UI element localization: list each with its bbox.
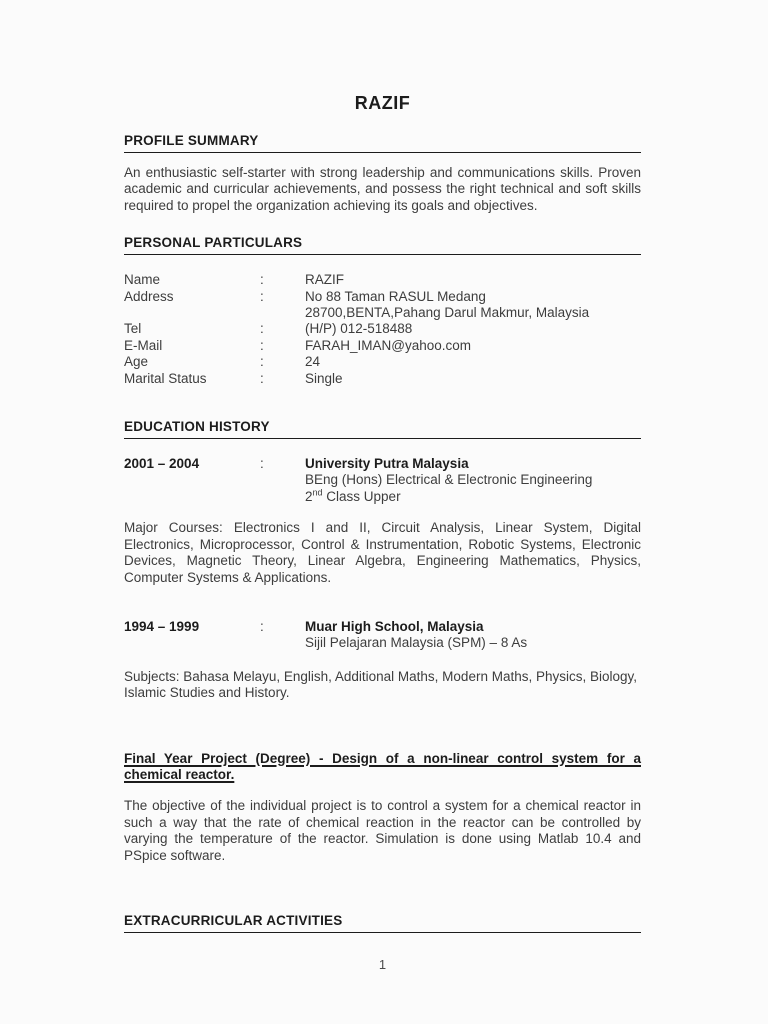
field-separator: :: [260, 370, 264, 386]
field-label: Address: [124, 288, 174, 304]
page-number: 1: [378, 956, 387, 972]
education-entry-university: [124, 456, 641, 505]
final-year-project-heading: Final Year Project (Degree) - Design of a non-linear control system for a chemical reactor.: [124, 750, 641, 782]
field-separator: :: [260, 288, 264, 304]
degree-class-prefix: 2: [305, 488, 313, 504]
field-value: (H/P) 012-518488: [305, 321, 413, 337]
major-courses-text: Major Courses: Electronics I and II, Circuit Analysis, Linear System, Digital Electronics, Microprocessor, Control & Instrumentation, Robotic Systems, Electronic Devices, Magnetic Theory, Linear Algebra, Engineering Mathematics, Physics, Computer Systems & Applications.: [124, 520, 641, 585]
field-label: Age: [124, 354, 149, 370]
subjects-text: Subjects: Bahasa Melayu, English, Additional Maths, Modern Maths, Physics, Biology, Islamic Studies and History.: [124, 668, 638, 701]
certificate-line: Sijil Pelajaran Malaysia (SPM) – 8 As: [305, 635, 528, 651]
extracurricular-activities-heading: EXTRACURRICULAR ACTIVITIES: [124, 913, 641, 933]
particular-row-age: [124, 354, 641, 370]
field-separator: :: [260, 354, 264, 370]
particular-row-address: [124, 289, 641, 322]
field-label: Marital Status: [124, 370, 207, 386]
field-label: Name: [124, 272, 161, 288]
particular-row-email: [124, 338, 641, 354]
address-line-2: 28700,BENTA,Pahang Darul Makmur, Malaysia: [305, 305, 590, 321]
degree-class-rest: Class Upper: [322, 488, 401, 504]
education-detail: [305, 619, 641, 652]
education-period: 2001 – 2004: [124, 456, 200, 472]
page-title: RAZIF: [354, 93, 411, 113]
field-separator: :: [260, 456, 264, 472]
institution-name: Muar High School, Malaysia: [305, 618, 484, 634]
institution-name: University Putra Malaysia: [305, 456, 469, 472]
field-value: [305, 289, 641, 322]
field-value: RAZIF: [305, 272, 344, 288]
degree-line: BEng (Hons) Electrical & Electronic Engineering: [305, 472, 593, 488]
degree-class-line: [305, 489, 641, 505]
education-entry-high-school: [124, 619, 641, 652]
field-separator: :: [260, 618, 264, 634]
final-year-project-text: The objective of the individual project is to control a system for a chemical reactor in such a way that the rate of chemical reaction in the reactor can be controlled by varying the temperature of the reactor. Simulation is done using Matlab 10.4 and PSpice software.: [124, 798, 641, 863]
particular-row-marital-status: [124, 371, 641, 387]
field-label: Tel: [124, 321, 142, 337]
particular-row-tel: [124, 321, 641, 337]
field-value: Single: [305, 370, 343, 386]
field-separator: :: [260, 337, 264, 353]
education-period: 1994 – 1999: [124, 618, 200, 634]
personal-particulars-table: [124, 272, 641, 387]
profile-summary-text: An enthusiastic self-starter with strong leadership and communications skills. Proven academic and curricular achievements, and possess the right technical and soft skills required to propel the organization achieving its goals and objectives.: [124, 165, 641, 213]
education-detail: [305, 456, 641, 505]
field-value: FARAH_IMAN@yahoo.com: [305, 337, 472, 353]
education-history-heading: EDUCATION HISTORY: [124, 419, 641, 439]
particular-row-name: [124, 272, 641, 288]
field-separator: :: [260, 321, 264, 337]
field-value: 24: [305, 354, 321, 370]
address-line-1: No 88 Taman RASUL Medang: [305, 288, 486, 304]
profile-summary-heading: PROFILE SUMMARY: [124, 133, 641, 153]
field-separator: :: [260, 272, 264, 288]
personal-particulars-heading: PERSONAL PARTICULARS: [124, 235, 641, 255]
degree-class-superscript: nd: [312, 487, 323, 498]
field-label: E-Mail: [124, 337, 163, 353]
